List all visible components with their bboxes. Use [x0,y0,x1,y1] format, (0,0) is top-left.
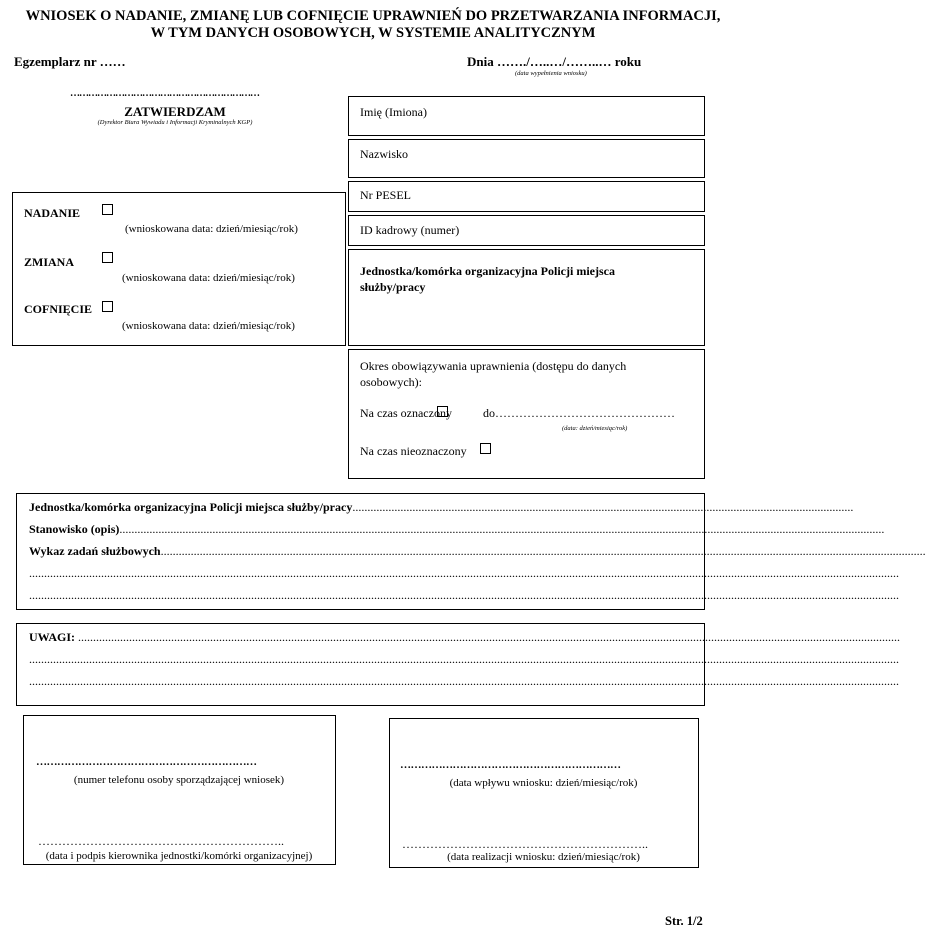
phone-number-caption: (numer telefonu osoby sporządzającej wniosek) [73,774,285,786]
zmiana-date-caption: (wnioskowana data: dzień/miesiąc/rok) [122,272,295,284]
staff-id-field[interactable] [348,215,705,246]
unit-line[interactable]: Jednostka/komórka organizacyjna Policji miejsca służby/pracy....................................................................................................................................................................... [29,500,854,514]
approval-label: ZATWIERDZAM [124,104,226,119]
first-name-label: Imię (Imiona) [360,105,427,119]
duties-line-3[interactable]: .................................................................................................................................................................................................................................................................................................. [29,588,899,602]
last-name-field[interactable] [348,139,705,178]
duties-label: Wykaz zadań służbowych [29,544,161,558]
phone-number-line[interactable]: ……………………………………………………… [36,756,257,768]
copy-number-label: Egzemplarz nr …… [14,54,126,69]
position-line[interactable]: Stanowisko (opis)............................................................................................................................................................................................................................................................... [29,522,885,536]
remarks-label: UWAGI: [29,630,76,644]
fixed-term-checkbox[interactable] [437,406,448,417]
person-unit-label: Jednostka/komórka organizacyjna Policji miejsca służby/pracy [360,264,615,294]
cofniecie-date-caption: (wnioskowana data: dzień/miesiąc/rok) [122,320,295,332]
last-name-label: Nazwisko [360,147,408,161]
indefinite-term-checkbox[interactable] [480,443,491,454]
approval-caption: (Dyrektor Biura Wywiadu i Informacji Kryminalnych KGP) [97,119,253,126]
fixed-term-caption: (data: dzień/miesiąc/rok) [562,425,628,432]
completion-date-caption: (data realizacji wniosku: dzień/miesiąc/rok) [447,851,640,863]
person-unit-field[interactable] [348,249,705,346]
page-number: Str. 1/2 [665,914,703,928]
left-signature-box [23,715,336,865]
staff-id-label: ID kadrowy (numer) [360,223,460,237]
pesel-label: Nr PESEL [360,188,411,202]
pesel-field[interactable] [348,181,705,212]
validity-heading: Okres obowiązywania uprawnienia (dostępu do danych osobowych): [360,359,627,389]
cofniecie-checkbox[interactable] [102,301,113,312]
approval-signature-line: ……………………………………………………… [70,88,259,99]
form-title-line1: WNIOSEK O NADANIE, ZMIANĘ LUB COFNIĘCIE UPRAWNIEŃ DO PRZETWARZANIA INFORMACJI, [25,8,721,24]
completion-date-line[interactable]: …………………………………………………….. [402,837,648,851]
position-label: Stanowisko (opis) [29,522,120,536]
remarks-line-2[interactable]: .................................................................................................................................................................................................................................................................................................. [29,652,899,666]
unit-section-label: Jednostka/komórka organizacyjna Policji miejsca służby/pracy [29,500,353,514]
receipt-date-caption: (data wpływu wniosku: dzień/miesiąc/rok) [449,777,638,789]
fill-date-caption: (data wypełnienia wniosku) [515,70,587,77]
receipt-date-line[interactable]: ……………………………………………………… [400,759,621,771]
duties-line-2[interactable]: .................................................................................................................................................................................................................................................................................................. [29,566,899,580]
right-signature-box [389,718,699,868]
manager-signature-line[interactable]: …………………………………………………….. [38,834,284,848]
fixed-term-label: Na czas oznaczony [360,406,452,420]
fixed-term-until[interactable]: do……………………………………… [483,406,675,420]
duties-line[interactable]: Wykaz zadań służbowych............................................................................................................................................................................................................................................................... [29,544,926,558]
fill-date-label: Dnia ……./…..…/……..… roku [467,54,642,69]
validity-box [348,349,705,479]
manager-signature-caption: (data i podpis kierownika jednostki/komórki organizacyjnej) [45,850,313,862]
nadanie-label: NADANIE [24,206,81,220]
indefinite-term-label: Na czas nieoznaczony [360,444,467,458]
zmiana-checkbox[interactable] [102,252,113,263]
zmiana-label: ZMIANA [24,255,74,269]
remarks-line-1[interactable]: UWAGI: .................................................................................................................................................................................................................................................................................. [29,630,901,644]
first-name-field[interactable] [348,96,705,136]
form-title-line2: W TYM DANYCH OSOBOWYCH, W SYSTEMIE ANALITYCZNYM [150,25,596,41]
remarks-line-3[interactable]: .................................................................................................................................................................................................................................................................................................. [29,674,899,688]
nadanie-date-caption: (wnioskowana data: dzień/miesiąc/rok) [125,223,298,235]
cofniecie-label: COFNIĘCIE [24,302,93,316]
nadanie-checkbox[interactable] [102,204,113,215]
